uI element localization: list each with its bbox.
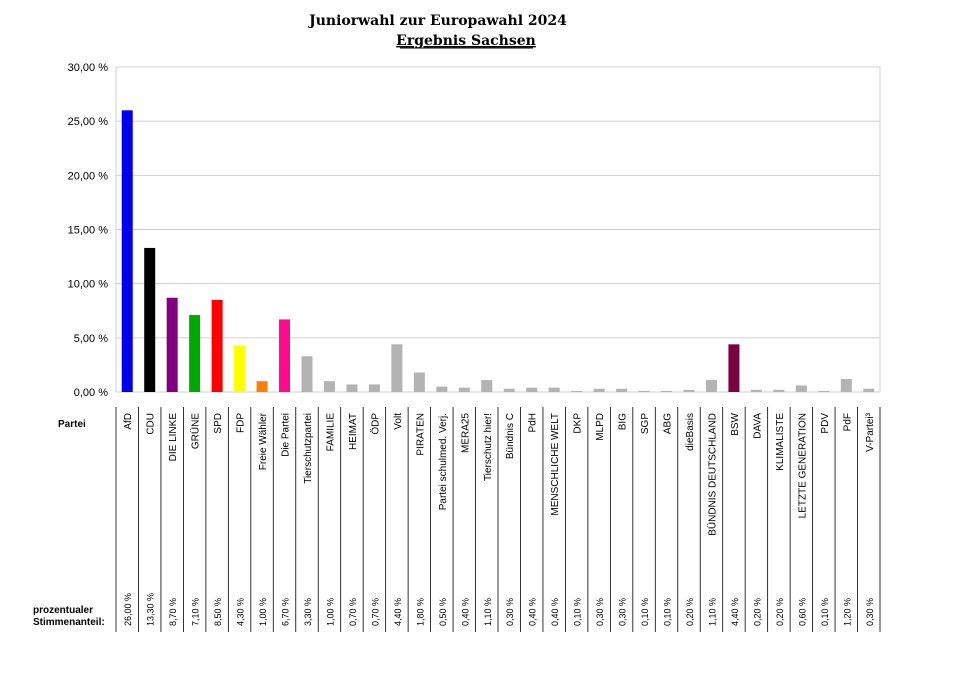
value-label: 0,20 % bbox=[685, 597, 695, 626]
value-label: 0,20 % bbox=[774, 597, 785, 626]
bar bbox=[391, 344, 402, 392]
value-label: 8,70 % bbox=[168, 597, 179, 626]
data-table bbox=[116, 407, 880, 632]
value-label: 0,10 % bbox=[572, 597, 583, 626]
value-label: 0,70 % bbox=[370, 597, 381, 626]
value-label: 7,10 % bbox=[190, 597, 201, 626]
category-label: PdF bbox=[842, 413, 854, 432]
value-label: 0,30 % bbox=[505, 597, 516, 626]
value-label: 3,30 % bbox=[303, 597, 313, 626]
category-label: Die Partei bbox=[280, 413, 292, 457]
bar bbox=[414, 373, 425, 393]
value-label: 0,10 % bbox=[640, 597, 651, 626]
category-label: Tierschutzpartei bbox=[303, 413, 314, 484]
category-label: AfD bbox=[123, 413, 135, 430]
category-label: Bündnis C bbox=[505, 413, 517, 460]
bar bbox=[302, 356, 313, 392]
category-label: ÖDP bbox=[370, 413, 382, 435]
category-label: MLPD bbox=[595, 413, 607, 441]
category-label: dieBasis bbox=[685, 413, 696, 451]
bar bbox=[796, 386, 807, 393]
bar bbox=[526, 388, 537, 392]
value-label: 1,00 % bbox=[258, 597, 269, 626]
category-label: V-Partei³ bbox=[864, 413, 876, 452]
chart-title: Juniorwahl zur Europawahl 2024 bbox=[309, 13, 567, 29]
category-label: PdH bbox=[527, 413, 539, 433]
bar bbox=[369, 384, 380, 392]
value-label: 0,40 % bbox=[460, 597, 471, 626]
bar bbox=[728, 344, 739, 392]
bar bbox=[706, 380, 717, 392]
bar bbox=[481, 380, 492, 392]
value-label: 1,10 % bbox=[707, 597, 718, 626]
bar bbox=[279, 319, 290, 392]
bar bbox=[234, 345, 245, 392]
bar bbox=[661, 391, 672, 392]
category-label: DIE LINKE bbox=[168, 413, 180, 462]
category-label: FAMILIE bbox=[325, 413, 337, 452]
value-label: 0,70 % bbox=[347, 597, 358, 626]
bar bbox=[841, 379, 852, 392]
category-label: PIRATEN bbox=[415, 413, 427, 456]
bar bbox=[616, 389, 627, 392]
bar bbox=[773, 390, 784, 392]
bars bbox=[122, 110, 875, 392]
bar bbox=[122, 110, 133, 392]
bar bbox=[346, 384, 357, 392]
category-label: SPD bbox=[213, 413, 225, 434]
value-label: 0,40 % bbox=[527, 597, 538, 626]
bar bbox=[863, 389, 874, 392]
y-tick-label: 30,00 % bbox=[67, 62, 108, 74]
value-label: 0,10 % bbox=[819, 597, 830, 626]
bar bbox=[751, 390, 762, 392]
value-label: 1,20 % bbox=[842, 597, 853, 626]
value-label: 0,20 % bbox=[752, 597, 763, 626]
bar bbox=[818, 391, 829, 392]
category-label: KLIMALISTE bbox=[774, 413, 786, 471]
bar bbox=[549, 388, 560, 392]
category-row-label: Partei bbox=[58, 419, 86, 430]
bar bbox=[571, 391, 582, 392]
bar bbox=[459, 388, 470, 392]
bar bbox=[684, 390, 695, 392]
value-label: 13,30 % bbox=[145, 592, 156, 626]
value-label: 0,30 % bbox=[617, 597, 628, 626]
category-label: SGP bbox=[640, 413, 652, 435]
y-tick-label: 20,00 % bbox=[67, 170, 108, 183]
value-label: 8,50 % bbox=[213, 597, 224, 626]
category-label: HEIMAT bbox=[347, 413, 359, 451]
chart-subtitle: Ergebnis Sachsen bbox=[396, 33, 536, 49]
value-label: 0,50 % bbox=[437, 597, 448, 626]
bar bbox=[436, 387, 447, 392]
value-label: 4,30 % bbox=[235, 597, 246, 626]
category-label: DAVA bbox=[752, 413, 764, 439]
value-label: 1,00 % bbox=[325, 597, 336, 626]
y-tick-label: 0,00 % bbox=[73, 387, 108, 399]
value-label: 6,70 % bbox=[280, 597, 291, 626]
value-label: 0,30 % bbox=[595, 597, 606, 626]
category-label: Freie Wähler bbox=[258, 413, 270, 471]
category-label: Partei schulmed. Verj. bbox=[437, 413, 449, 511]
y-tick-label: 15,00 % bbox=[67, 224, 108, 237]
value-label: 26,00 % bbox=[123, 592, 134, 626]
category-label: DKP bbox=[572, 413, 584, 434]
category-label: BIG bbox=[617, 413, 629, 431]
category-label: ABG bbox=[662, 413, 674, 435]
bar bbox=[257, 381, 268, 392]
category-label: BÜNDNIS DEUTSCHLAND bbox=[707, 413, 719, 536]
value-row-label-line1: prozentualer bbox=[33, 605, 94, 616]
bar bbox=[639, 391, 650, 392]
value-label: 0,30 % bbox=[864, 597, 875, 626]
category-label: Volt bbox=[392, 413, 404, 430]
value-label: 4,40 % bbox=[392, 597, 403, 626]
bar bbox=[212, 300, 223, 392]
value-label: 0,10 % bbox=[662, 597, 673, 626]
category-label: FDP bbox=[235, 413, 247, 433]
bar bbox=[594, 389, 605, 392]
category-label: PDV bbox=[819, 413, 831, 434]
value-label: 4,40 % bbox=[729, 597, 740, 626]
category-label: Tierschutz hier! bbox=[482, 413, 494, 481]
category-label: MERA25 bbox=[460, 413, 472, 454]
value-row-label-line2: Stimmenanteil: bbox=[33, 617, 105, 628]
gridlines bbox=[116, 67, 880, 392]
category-label: CDU bbox=[145, 413, 157, 435]
y-axis-ticks bbox=[68, 62, 109, 399]
bar bbox=[144, 248, 155, 392]
value-label: 1,10 % bbox=[482, 597, 493, 626]
bar bbox=[189, 315, 200, 392]
category-label: BSW bbox=[729, 413, 741, 436]
category-label: LETZTE GENERATION bbox=[797, 413, 809, 519]
category-label: GRÜNE bbox=[190, 413, 202, 450]
y-tick-label: 5,00 % bbox=[73, 332, 108, 345]
value-label: 0,40 % bbox=[550, 597, 561, 626]
value-label: 0,60 % bbox=[797, 597, 808, 626]
bar bbox=[504, 389, 515, 392]
category-label: MENSCHLICHE WELT bbox=[550, 413, 562, 516]
y-tick-label: 10,00 % bbox=[67, 278, 108, 291]
bar bbox=[324, 381, 335, 392]
value-label: 1,80 % bbox=[415, 597, 426, 626]
y-tick-label: 25,00 % bbox=[67, 116, 108, 129]
bar bbox=[167, 298, 178, 392]
